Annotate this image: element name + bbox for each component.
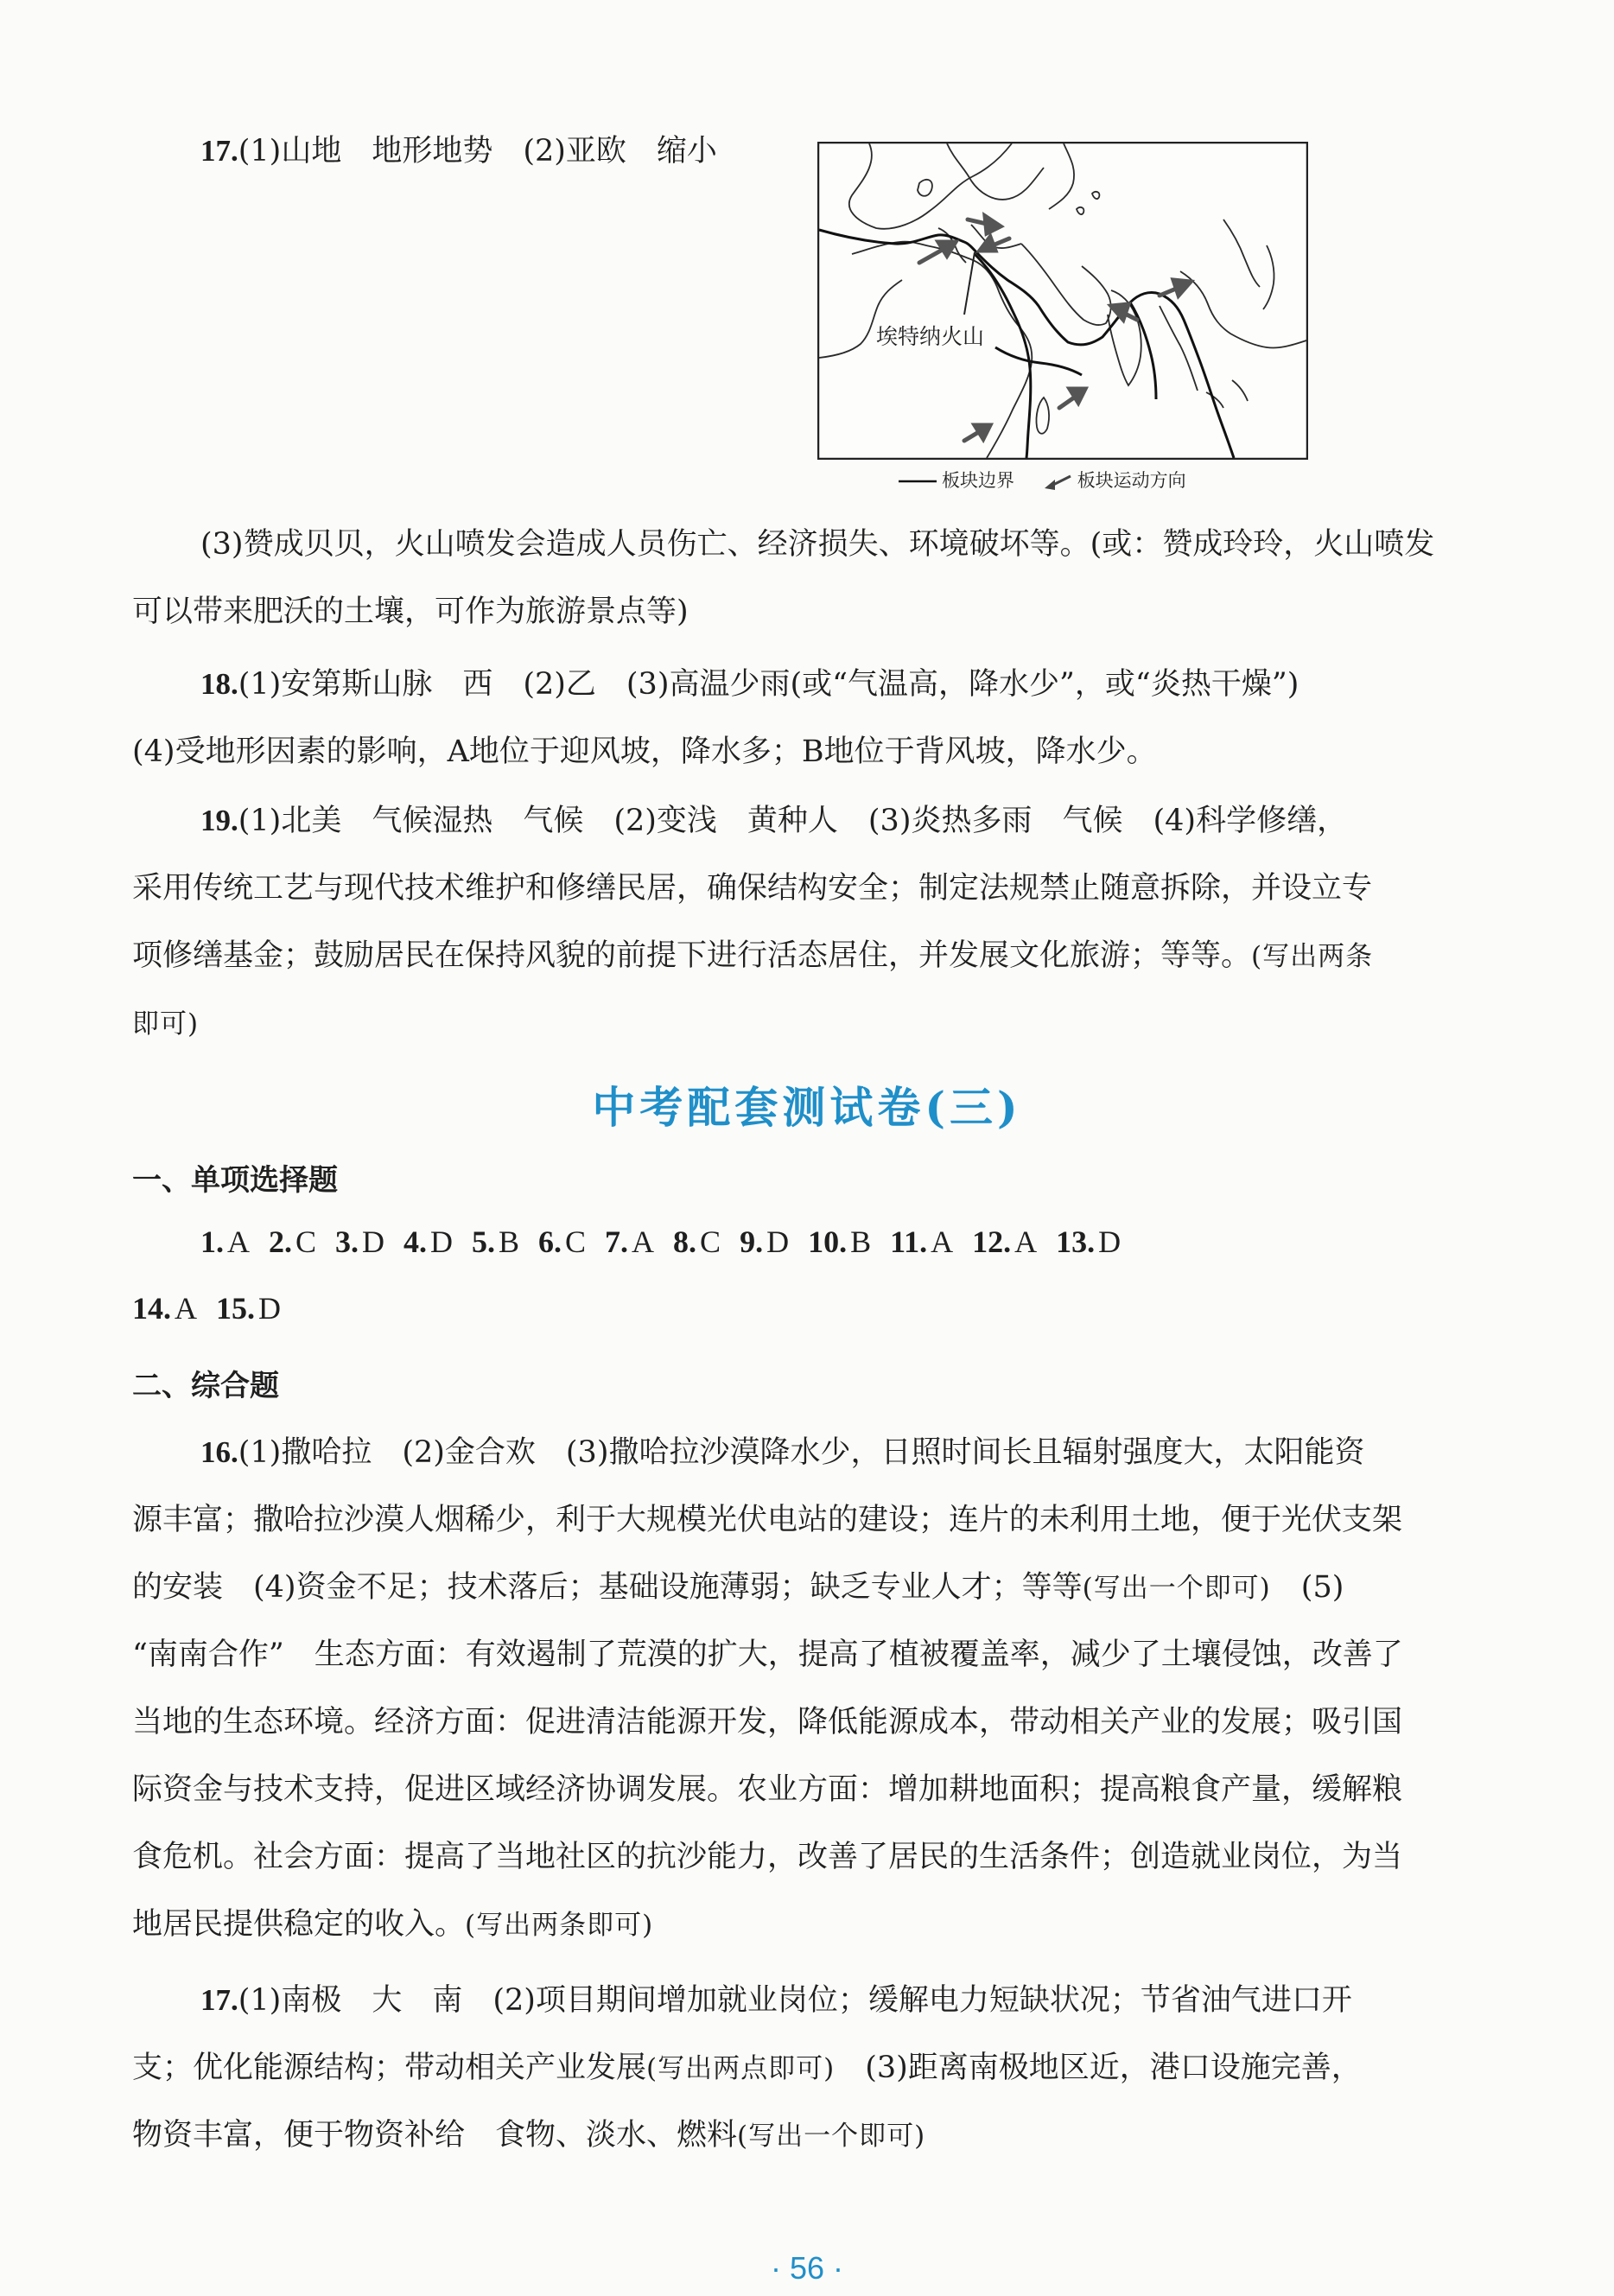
choice-answer [673, 1224, 721, 1259]
q17-number: 17. [200, 134, 238, 168]
legend-motion [1043, 470, 1186, 491]
etna-label: 埃特纳火山 [876, 324, 985, 349]
choice-letter: A [931, 1224, 954, 1259]
q17b-line-1 [200, 1979, 1531, 2022]
choice-answer [472, 1224, 519, 1259]
choice-letter: A [175, 1291, 197, 1326]
choice-letter: D [766, 1224, 790, 1259]
choice-letter: C [700, 1224, 721, 1259]
choice-letter: A [227, 1224, 250, 1259]
choice-number: 12. [972, 1224, 1012, 1259]
q16-line-2: 源丰富；撒哈拉沙漠人烟稀少，利于大规模光伏电站的建设；连片的未利用土地，便于光伏支架 [132, 1503, 1403, 1537]
q16-text-3b: (5) [1270, 1570, 1344, 1605]
map-legend [899, 467, 1209, 493]
q19-line-1 [200, 799, 1531, 843]
choice-letter: D [362, 1224, 385, 1259]
boundary-line-icon [899, 479, 937, 484]
choice-letter: D [430, 1224, 454, 1259]
q16-text-1: (1)撒哈拉 (2)金合欢 (3)撒哈拉沙漠降水少，日照时间长且辐射强度大，太阳能资 [238, 1435, 1365, 1470]
q17b-text-1: (1)南极 大 南 (2)项目期间增加就业岗位；缓解电力短缺状况；节省油气进口开 [238, 1983, 1352, 2018]
q19-note-2: 即可) [132, 1008, 200, 1040]
q16-text-8: 地居民提供稳定的收入。 [132, 1907, 466, 1942]
q19-line-3 [132, 934, 1463, 978]
choice-letter: D [1098, 1224, 1122, 1259]
choice-number: 1. [200, 1224, 224, 1259]
q16-number: 16. [200, 1435, 238, 1469]
q17b-number: 17. [200, 1983, 238, 2017]
page-number: · 56 · [770, 2250, 844, 2286]
choice-answer [740, 1224, 789, 1259]
choice-number: 3. [335, 1224, 359, 1259]
choice-number: 14. [132, 1291, 171, 1326]
q16-line-7: 食危机。社会方面：提高了当地社区的抗沙能力，改善了居民的生活条件；创造就业岗位，为当 [132, 1840, 1403, 1874]
choice-answer [132, 1291, 197, 1326]
choice-answer [200, 1224, 250, 1259]
choice-letter: A [632, 1224, 655, 1259]
q19-note-1: (写出两条 [1251, 941, 1374, 972]
q17-line-2: (3)赞成贝贝，火山喷发会造成人员伤亡、经济损失、环境破坏等。(或：赞成玲玲，火山喷发 [200, 527, 1435, 562]
legend-boundary-label: 板块边界 [942, 470, 1014, 491]
choice-number: 8. [673, 1224, 697, 1259]
q17b-text-2a: 支；优化能源结构；带动相关产业发展 [132, 2051, 647, 2085]
q17b-line-2 [132, 2046, 1463, 2090]
choice-number: 5. [472, 1224, 496, 1259]
q18-line-1 [200, 663, 1531, 706]
q18-text-1: (1)安第斯山脉 西 (2)乙 (3)高温少雨(或“气温高，降水少”，或“炎热干燥”) [238, 667, 1299, 702]
choice-answer [1056, 1224, 1121, 1259]
choice-answer [335, 1224, 384, 1259]
q16-line-4: “南南合作” 生态方面：有效遏制了荒漠的扩大，提高了植被覆盖率，减少了土壤侵蚀，改善了 [132, 1638, 1403, 1672]
q17b-note-1: (写出两点即可) [646, 2053, 836, 2084]
q19-number: 19. [200, 804, 238, 837]
choice-letter: D [258, 1291, 281, 1326]
choice-letter: A [1014, 1224, 1038, 1259]
q17b-note-2: (写出一个即可) [737, 2121, 926, 2152]
choice-answer [404, 1224, 453, 1259]
choice-answer [269, 1224, 316, 1259]
choice-letter: C [295, 1224, 317, 1259]
choice-number: 15. [216, 1291, 255, 1326]
q16-line-5: 当地的生态环境。经济方面：促进清洁能源开发，降低能源成本，带动相关产业的发展；吸引国 [132, 1705, 1403, 1739]
choice-answer [605, 1224, 654, 1259]
choice-number: 6. [538, 1224, 562, 1259]
map-frame [818, 143, 1307, 459]
q17-text: (1)山地 地形地势 (2)亚欧 缩小 [238, 134, 717, 169]
test-paper-heading: 中考配套测试卷(三) [592, 1082, 1022, 1133]
q19-text-1: (1)北美 气候湿热 气候 (2)变浅 黄种人 (3)炎热多雨 气候 (4)科学修缮， [238, 804, 1348, 838]
q18-number: 18. [200, 667, 238, 701]
choice-letter: B [499, 1224, 520, 1259]
choice-answer [216, 1291, 281, 1326]
choice-number: 10. [808, 1224, 848, 1259]
choice-answer [538, 1224, 586, 1259]
q16-line-1 [200, 1431, 1531, 1474]
choice-answers-row-1 [200, 1224, 1140, 1260]
q17b-line-3 [132, 2114, 1463, 2158]
q19-line-4 [132, 1002, 1463, 1046]
q19-line-2: 采用传统工艺与现代技术维护和修缮民居，确保结构安全；制定法规禁止随意拆除，并设立专 [132, 871, 1373, 906]
choice-number: 11. [890, 1224, 928, 1259]
choice-answers-row-2 [132, 1290, 300, 1326]
section-single-choice: 一、单项选择题 [132, 1163, 338, 1198]
choice-letter: C [565, 1224, 587, 1259]
motion-arrow-icon [1043, 473, 1072, 490]
plate-boundary-map [817, 142, 1308, 460]
choice-number: 7. [605, 1224, 629, 1259]
choice-number: 2. [269, 1224, 292, 1259]
choice-answer [972, 1224, 1037, 1259]
choice-number: 13. [1056, 1224, 1096, 1259]
q16-note-1: (写出一个即可) [1082, 1573, 1271, 1604]
section-comprehensive: 二、综合题 [132, 1369, 279, 1403]
q18-line-2: (4)受地形因素的影响，A地位于迎风坡，降水多；B地位于背风坡，降水少。 [132, 735, 1157, 769]
q16-line-8 [132, 1903, 1463, 1947]
choice-letter: B [850, 1224, 872, 1259]
q16-line-6: 际资金与技术支持，促进区域经济协调发展。农业方面：增加耕地面积；提高粮食产量，缓解粮 [132, 1772, 1403, 1807]
q17b-text-3a: 物资丰富，便于物资补给 食物、淡水、燃料 [132, 2118, 738, 2153]
q16-text-3a: 的安装 (4)资金不足；技术落后；基础设施薄弱；缺乏专业人才；等等 [132, 1570, 1083, 1605]
choice-answer [808, 1224, 871, 1259]
legend-boundary [899, 470, 1014, 491]
q16-note-2: (写出两条即可) [465, 1910, 654, 1941]
q17b-text-2b: (3)距离南极地区近，港口设施完善， [835, 2051, 1362, 2085]
q17-line-3: 可以带来肥沃的土壤，可作为旅游景点等) [132, 595, 689, 629]
choice-number: 9. [740, 1224, 764, 1259]
q16-line-3 [132, 1566, 1463, 1610]
q19-text-3: 项修缮基金；鼓励居民在保持风貌的前提下进行活态居住，并发展文化旅游；等等。 [132, 938, 1252, 973]
legend-motion-label: 板块运动方向 [1077, 470, 1186, 491]
choice-number: 4. [404, 1224, 428, 1259]
choice-answer [890, 1224, 953, 1259]
